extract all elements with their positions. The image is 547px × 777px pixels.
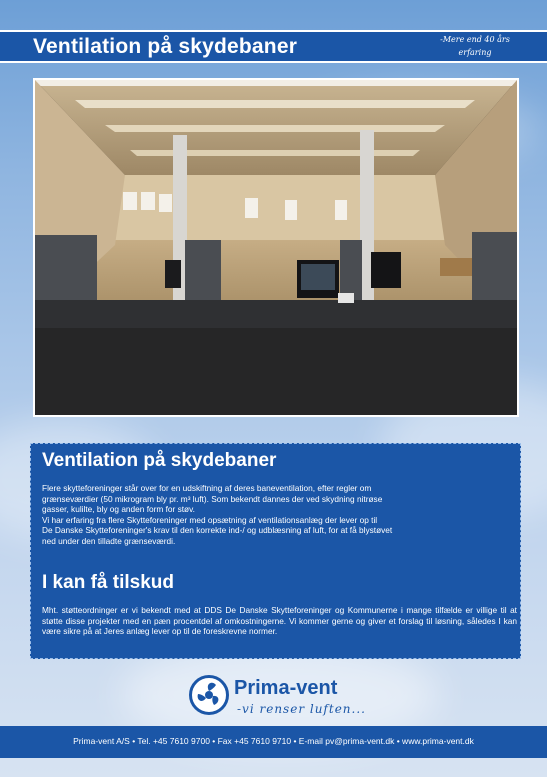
shooting-range-illustration xyxy=(35,80,517,415)
section-heading-ventilation: Ventilation på skydebaner xyxy=(42,450,277,471)
paragraph-line: gasser, kulilte, bly og anden form for støv. xyxy=(42,504,195,515)
paragraph-line: Vi har erfaring fra flere Skytteforeninger med opsætning af ventilationsanlæg der lever op til xyxy=(42,514,378,525)
footer-contact: Prima-vent A/S • Tel. +45 7610 9700 • Fax +45 7610 9710 • E-mail pv@prima-vent.dk • www.prima-vent.dk xyxy=(73,736,474,746)
shooting-range-photo xyxy=(35,80,517,415)
paragraph-line: Flere skytteforeninger står over for en udskiftning af deres baneventilation, efter regler om xyxy=(42,483,372,493)
logo-slogan: -vi renser luften... xyxy=(237,702,366,716)
paragraph-ventilation xyxy=(42,483,517,547)
text-panel xyxy=(30,443,521,659)
paragraph-line: ned under den tilladte grænseværdi. xyxy=(42,535,176,546)
photo-frame xyxy=(33,78,519,417)
paragraph-line: De Danske Skytteforeninger's krav til den korrekte ind-/ og udblæsning af luft, for at få blystøvet xyxy=(42,525,393,536)
section-heading-subsidy: I kan få tilskud xyxy=(42,572,174,593)
page-title: Ventilation på skydebaner xyxy=(33,35,298,58)
paragraph-line: grænseværdier (50 mikrogram bly pr. m³ luft). Som bekendt dannes der ved skydning nitrøse xyxy=(42,493,383,504)
fan-logo-icon xyxy=(189,675,229,715)
header-band xyxy=(0,30,547,63)
header-tagline: -Mere end 40 års erfaring xyxy=(440,35,510,57)
footer-band xyxy=(0,726,547,758)
logo-name: Prima-vent xyxy=(234,677,338,699)
company-logo xyxy=(189,675,379,723)
paragraph-subsidy: Mht. støtteordninger er vi bekendt med at DDS De Danske Skytteforeninger og Kommunerne i mange tilfælde er villige til at støtte disse projekter med en pæn procentdel af omkostningerne. Vi kommer gerne og giver et forslag til løsning, således I kan være sikre på at Jeres anlæg lever op til de foreskrevne normer. xyxy=(42,605,517,637)
